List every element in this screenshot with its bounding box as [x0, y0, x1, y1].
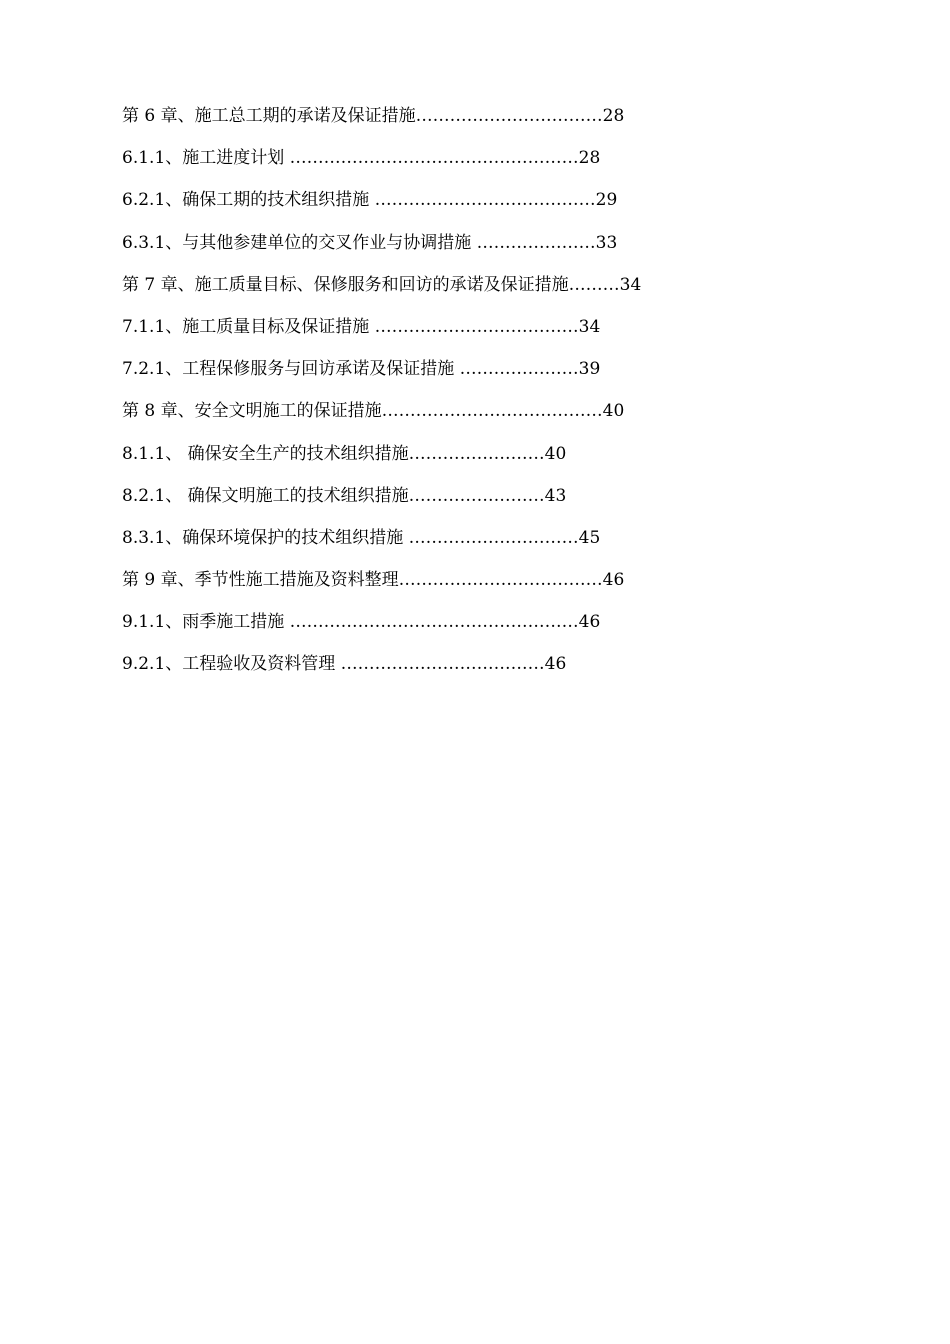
toc-entry-label: 7.1.1、施工质量目标及保证措施	[122, 316, 375, 337]
toc-entry-leader: …………………………………	[381, 401, 603, 422]
toc-entry-label: 第 7 章、施工质量目标、保修服务和回访的承诺及保证措施	[122, 274, 569, 295]
toc-entry-leader: ……………………	[408, 443, 545, 464]
toc-entry-label: 6.2.1、确保工期的技术组织措施	[122, 190, 375, 211]
toc-entry[interactable]	[122, 608, 822, 650]
toc-entry-leader: …………………	[476, 232, 596, 253]
toc-entry-page: 28	[602, 106, 625, 126]
toc-entry-label: 第 6 章、施工总工期的承诺及保证措施	[122, 106, 416, 126]
toc-entry-page: 40	[544, 443, 567, 464]
toc-entry[interactable]	[122, 524, 822, 566]
toc-entry[interactable]	[122, 397, 822, 439]
toc-entry-page: 33	[595, 232, 618, 253]
toc-entry-leader: ………………………………	[340, 654, 545, 675]
toc-entry-label: 6.1.1、施工进度计划	[122, 148, 290, 169]
toc-entry[interactable]	[122, 186, 822, 228]
toc-entry-label: 9.1.1、雨季施工措施	[122, 612, 290, 633]
toc-entry-leader: ……………………………	[415, 106, 603, 126]
toc-entry-page: 40	[602, 401, 625, 422]
toc-entry-label: 6.3.1、与其他参建单位的交叉作业与协调措施	[122, 232, 477, 253]
toc-entry[interactable]	[122, 440, 822, 482]
toc-entry[interactable]	[122, 566, 822, 608]
toc-entry-page: 34	[619, 274, 642, 295]
toc-entry-leader: ………	[568, 274, 620, 295]
toc-entry-page: 46	[578, 612, 601, 633]
toc-entry[interactable]	[122, 229, 822, 271]
toc-entry-page: 34	[578, 316, 601, 337]
toc-entry-page: 39	[578, 359, 601, 380]
toc-entry[interactable]	[122, 355, 822, 397]
toc-entry[interactable]	[122, 144, 822, 186]
toc-entry-page: 46	[602, 570, 625, 591]
toc-entry[interactable]	[122, 650, 822, 692]
toc-entry-label: 9.2.1、工程验收及资料管理	[122, 654, 341, 675]
toc-entry-page: 28	[578, 148, 601, 169]
toc-entry-leader: …………………	[459, 359, 579, 380]
toc-entry-page: 45	[578, 527, 601, 548]
toc-entry-leader: …………………………………	[374, 190, 596, 211]
toc-entry-leader: ………………………………	[398, 570, 603, 591]
toc-entry-label: 8.3.1、确保环境保护的技术组织措施	[122, 527, 409, 548]
toc-entry[interactable]	[122, 102, 822, 144]
toc-entry-leader: ……………………	[408, 485, 545, 506]
toc-entry-label: 7.2.1、工程保修服务与回访承诺及保证措施	[122, 359, 460, 380]
toc-entry-leader: ………………………………	[374, 316, 579, 337]
toc-entry-leader: ……………………………………………	[289, 612, 579, 633]
toc-entry-label: 8.2.1、 确保文明施工的技术组织措施	[122, 485, 409, 506]
toc-entry-label: 第 9 章、季节性施工措施及资料整理	[122, 570, 399, 591]
toc-entry-label: 第 8 章、安全文明施工的保证措施	[122, 401, 382, 422]
toc-entry[interactable]	[122, 271, 822, 313]
toc-entry-label: 8.1.1、 确保安全生产的技术组织措施	[122, 443, 409, 464]
table-of-contents	[122, 102, 822, 693]
toc-entry-page: 46	[544, 654, 567, 675]
toc-entry-leader: ……………………………………………	[289, 148, 579, 169]
toc-entry-page: 29	[595, 190, 618, 211]
toc-entry-leader: …………………………	[408, 527, 579, 548]
toc-entry[interactable]	[122, 313, 822, 355]
toc-entry[interactable]	[122, 482, 822, 524]
toc-entry-page: 43	[544, 485, 567, 506]
